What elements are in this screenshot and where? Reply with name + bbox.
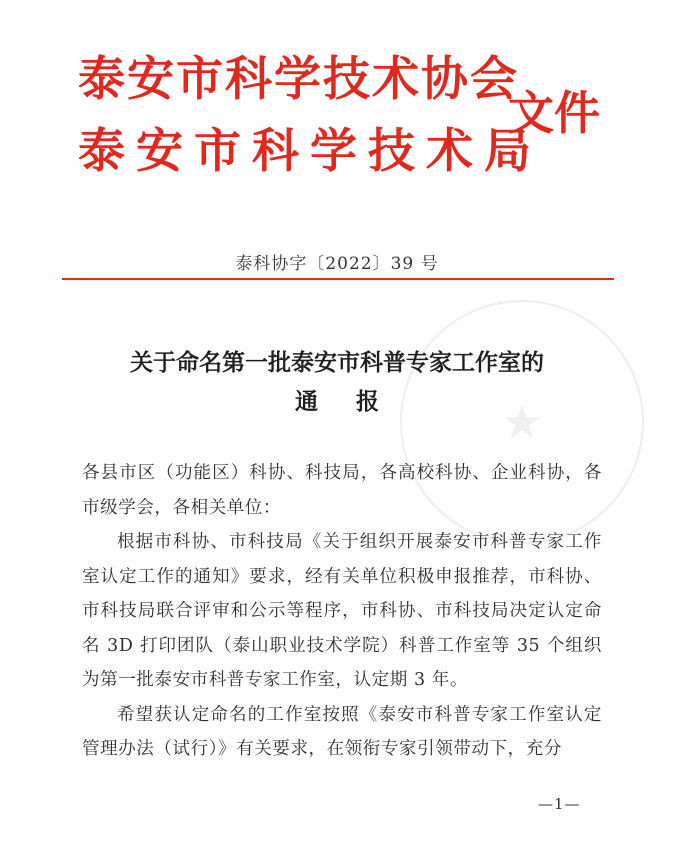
document-title-line-1: 关于命名第一批泰安市科普专家工作室的	[130, 349, 544, 376]
document-type-label: 文件	[508, 86, 600, 140]
body-paragraph-1: 根据市科协、市科技局《关于组织开展泰安市科普专家工作室认定工作的通知》要求，经有关单位积极申报推荐，市科协、市科技局联合评审和公示等程序，市科协、市科技局决定认定命名 3D 打印团队（泰山职业技术学院）科普工作室等 35 个组织为第一批泰安市科普专家工作室，认定期 3 年。	[82, 532, 602, 690]
issuer-name-1: 泰安市科学技术协会	[78, 52, 519, 107]
page-number: —1—	[538, 795, 581, 813]
document-title-line-2: 通报	[295, 388, 417, 415]
document-number: 泰科协字〔2022〕39 号	[235, 254, 439, 274]
addressee-paragraph: 各县市区（功能区）科协、科技局，各高校科协、企业科协，各市级学会，各相关单位：	[82, 463, 602, 518]
document-body	[82, 456, 602, 767]
issuer-name-2: 泰安市科学技术局	[78, 124, 542, 179]
official-seal-icon: ★	[400, 300, 644, 544]
red-divider-line	[62, 278, 614, 280]
document-masthead	[78, 38, 618, 208]
body-paragraph-2: 希望获认定命名的工作室按照《泰安市科普专家工作室认定管理办法（试行）》有关要求，在领衔专家引领带动下，充分	[82, 704, 602, 759]
